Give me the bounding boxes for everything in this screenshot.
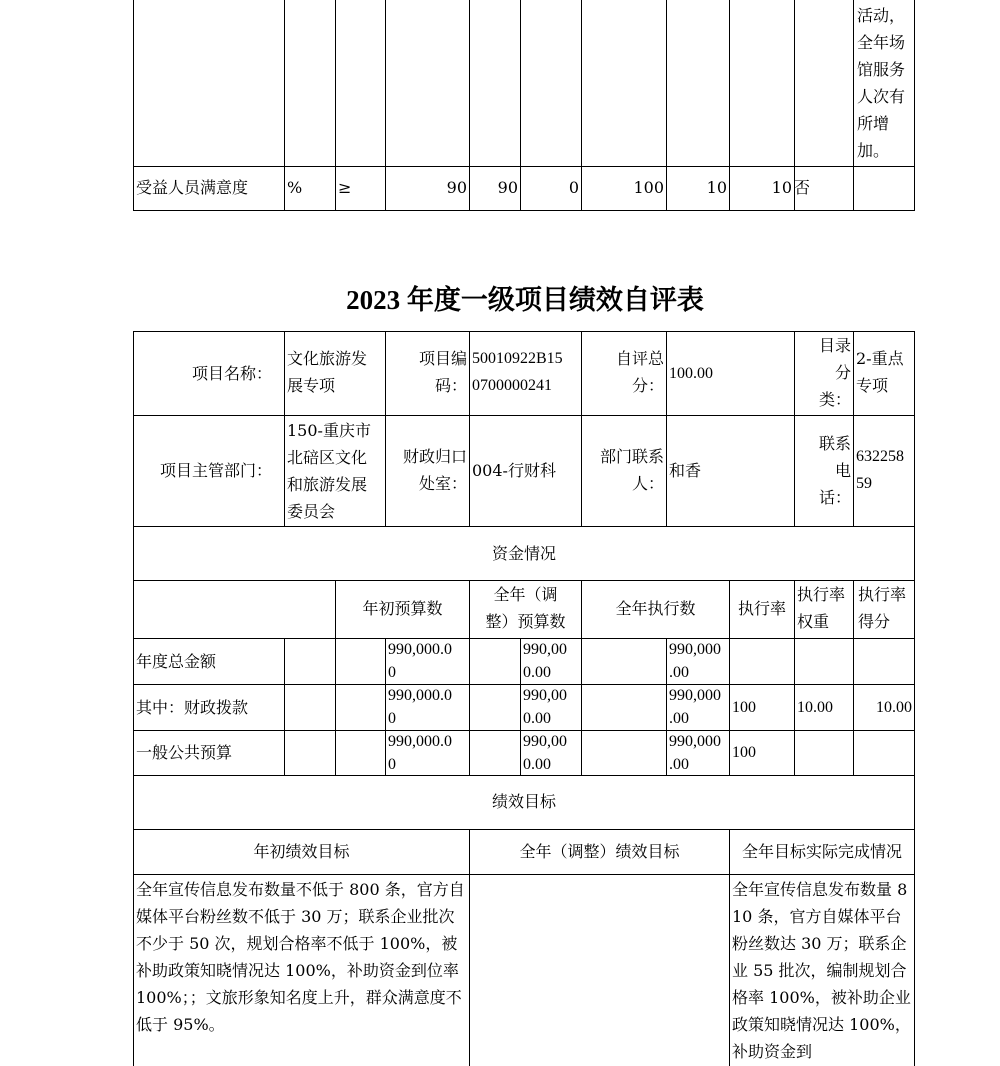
self-score-label: 自评总 分： <box>615 349 664 395</box>
indicator-value: 0 <box>568 178 579 197</box>
funds-row-adjusted: 990,00 0.00 <box>523 641 567 681</box>
goals-header-actual: 全年目标实际完成情况 <box>741 842 902 861</box>
funds-header-weight: 执行率 权重 <box>797 585 846 631</box>
funds-row-score: 10.00 <box>876 699 912 716</box>
indicator-unit: % <box>287 178 303 197</box>
funds-row-executed: 990,000 .00 <box>669 733 721 773</box>
funds-row-initial: 990,000.0 0 <box>388 641 452 681</box>
project-code-value: 50010922B15 0700000241 <box>472 350 563 394</box>
funds-row-initial: 990,000.0 0 <box>388 733 452 773</box>
goals-initial-text: 全年宣传信息发布数量不低于 800 条，官方自媒体平台粉丝数不低于 30 万；联系企业批次不少于 50 次，规划合格率不低于 100%，被补助政策知晓情况达 100%，补助资金到位率 100%；；文旅形象知名度上升，群众满意度不低于 95%。 <box>136 880 465 1034</box>
funds-row-name: 一般公共预算 <box>136 743 233 762</box>
funds-header-initial: 年初预算数 <box>362 599 443 618</box>
goals-header-adjusted: 全年（调整）绩效目标 <box>519 842 680 861</box>
funds-header-adjusted: 全年（调 整）预算数 <box>485 585 566 631</box>
funds-row-rate: 100 <box>732 699 756 716</box>
project-code-label: 项目编 码： <box>418 349 467 395</box>
funds-row-name: 其中：财政拨款 <box>136 698 249 717</box>
continued-analysis-text: 活动， 全年场 馆服务 人次有 所增 加。 <box>857 6 906 160</box>
funds-header-rate: 执行率 <box>737 599 786 618</box>
phone-label: 联系 电 话： <box>818 434 851 507</box>
funds-section-title: 资金情况 <box>491 544 556 563</box>
goals-section-title: 绩效目标 <box>491 792 556 811</box>
project-name-label: 项目名称： <box>191 364 272 383</box>
funds-row-rate: 100 <box>732 744 756 761</box>
indicator-value: 100 <box>633 178 664 197</box>
goals-actual-text: 全年宣传信息发布数量 810 条，官方自媒体平台粉丝数达 30 万；联系企业 55 批次，编制规划合格率 100%，被补助企业政策知晓情况达 100%，补助资金到 <box>732 880 911 1061</box>
funds-row-executed: 990,000 .00 <box>669 641 721 681</box>
funds-row-adjusted: 990,00 0.00 <box>523 733 567 773</box>
funds-row-executed: 990,000 .00 <box>669 687 721 727</box>
funds-row-weight: 10.00 <box>797 699 833 716</box>
indicator-operator: ≥ <box>338 178 352 197</box>
dept-value: 150-重庆市 北碚区文化 和旅游发展 委员会 <box>287 421 371 521</box>
funds-row-adjusted: 990,00 0.00 <box>523 687 567 727</box>
funds-row-initial: 990,000.0 0 <box>388 687 452 727</box>
indicator-name: 受益人员满意度 <box>136 178 249 197</box>
funds-header-executed: 全年执行数 <box>615 599 696 618</box>
indicator-flag: 否 <box>794 178 811 197</box>
contact-label: 部门联系 人： <box>599 447 664 493</box>
indicator-value: 90 <box>497 178 518 197</box>
category-label: 目录 分 类： <box>818 336 851 409</box>
phone-value: 632258 59 <box>856 448 904 492</box>
category-value: 2-重点 专项 <box>856 349 904 395</box>
contact-value: 和香 <box>669 461 702 480</box>
funds-header-score: 执行率 得分 <box>858 585 907 631</box>
page-title: 2023 年度一级项目绩效自评表 <box>346 285 704 315</box>
finance-office-value: 004-行财科 <box>472 461 556 480</box>
indicator-value: 10 <box>771 178 792 197</box>
dept-label: 项目主管部门： <box>159 461 272 480</box>
funds-row-name: 年度总金额 <box>136 652 217 671</box>
self-score-value: 100.00 <box>669 365 713 382</box>
finance-office-label: 财政归口 处室： <box>402 447 467 493</box>
goals-header-initial: 年初绩效目标 <box>253 842 350 861</box>
indicator-value: 90 <box>446 178 467 197</box>
project-name-value: 文化旅游发 展专项 <box>287 349 368 395</box>
indicator-value: 10 <box>706 178 727 197</box>
